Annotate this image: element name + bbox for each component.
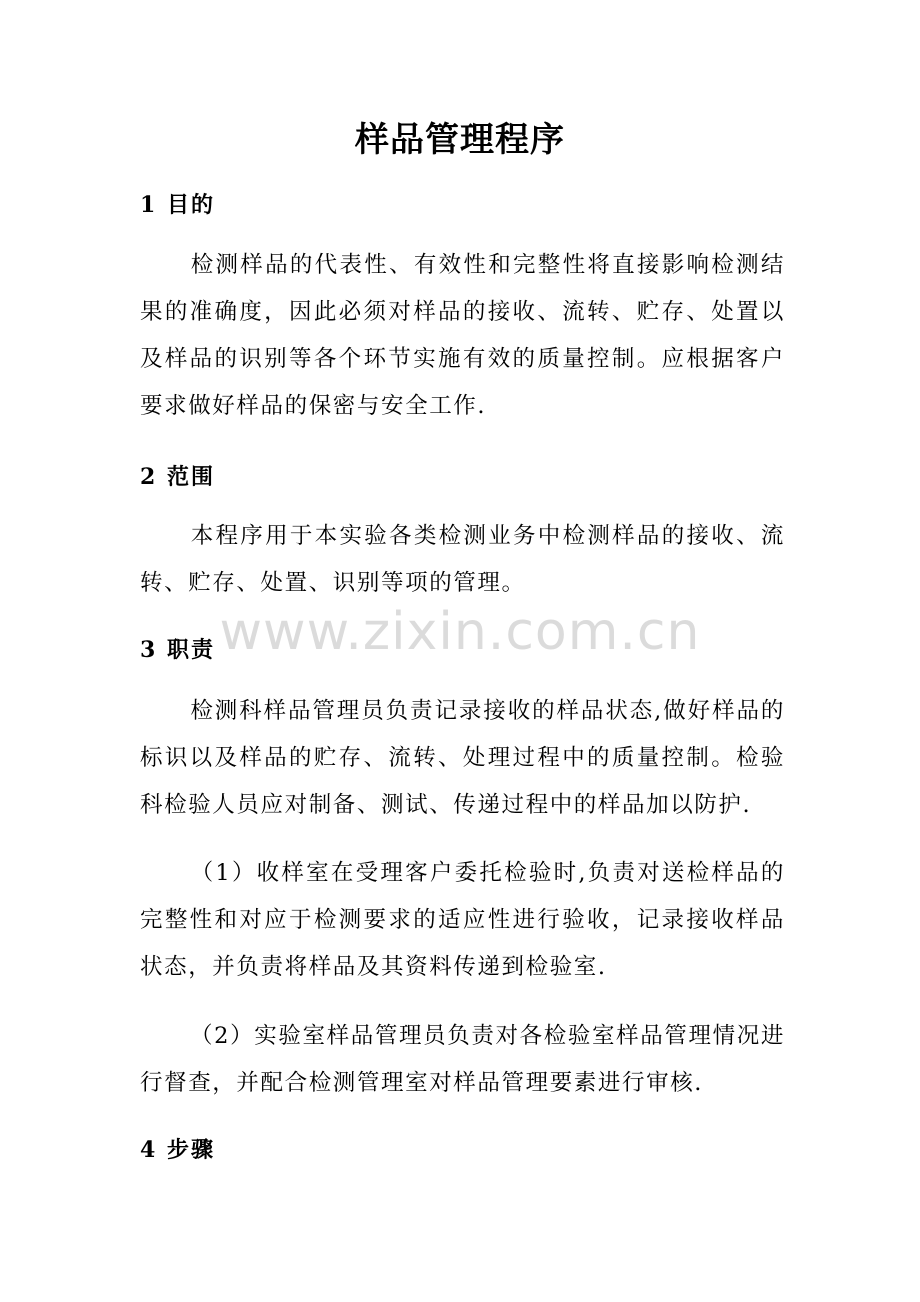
duties-item-1-text: （1）收样室在受理客户委托检验时,负责对送检样品的完整性和对应于检测要求的适应性进行验收，记录接收样品状态，并负责将样品及其资料传递到检验室.: [140, 860, 785, 980]
section-heading-scope: 2 范围: [140, 464, 215, 490]
duties-item-1: [140, 850, 785, 991]
section-text-purpose: [140, 242, 785, 430]
document-title: 样品管理程序: [355, 120, 565, 160]
section-heading-purpose: 1 目的: [140, 192, 215, 218]
section-heading-steps: 4 步骤: [140, 1137, 215, 1163]
section-text-duties: [140, 688, 785, 829]
duties-body: 检测科样品管理员负责记录接收的样品状态,做好样品的标识以及样品的贮存、流转、处理过程中的质量控制。检验科检验人员应对制备、测试、传递过程中的样品加以防护.: [140, 698, 785, 818]
scope-body: 本程序用于本实验各类检测业务中检测样品的接收、流转、贮存、处置、识别等项的管理。: [140, 523, 785, 596]
duties-item-2: [140, 1013, 785, 1107]
section-text-scope: [140, 513, 785, 607]
watermark: www.zixin.com.cn: [219, 602, 701, 662]
section-heading-duties: 3 职责: [140, 637, 215, 663]
duties-item-2-text: （2）实验室样品管理员负责对各检验室样品管理情况进行督查，并配合检测管理室对样品管理要素进行审核.: [140, 1023, 785, 1096]
purpose-body: 检测样品的代表性、有效性和完整性将直接影响检测结果的准确度，因此必须对样品的接收、流转、贮存、处置以及样品的识别等各个环节实施有效的质量控制。应根据客户要求做好样品的保密与安全工作.: [140, 252, 785, 419]
